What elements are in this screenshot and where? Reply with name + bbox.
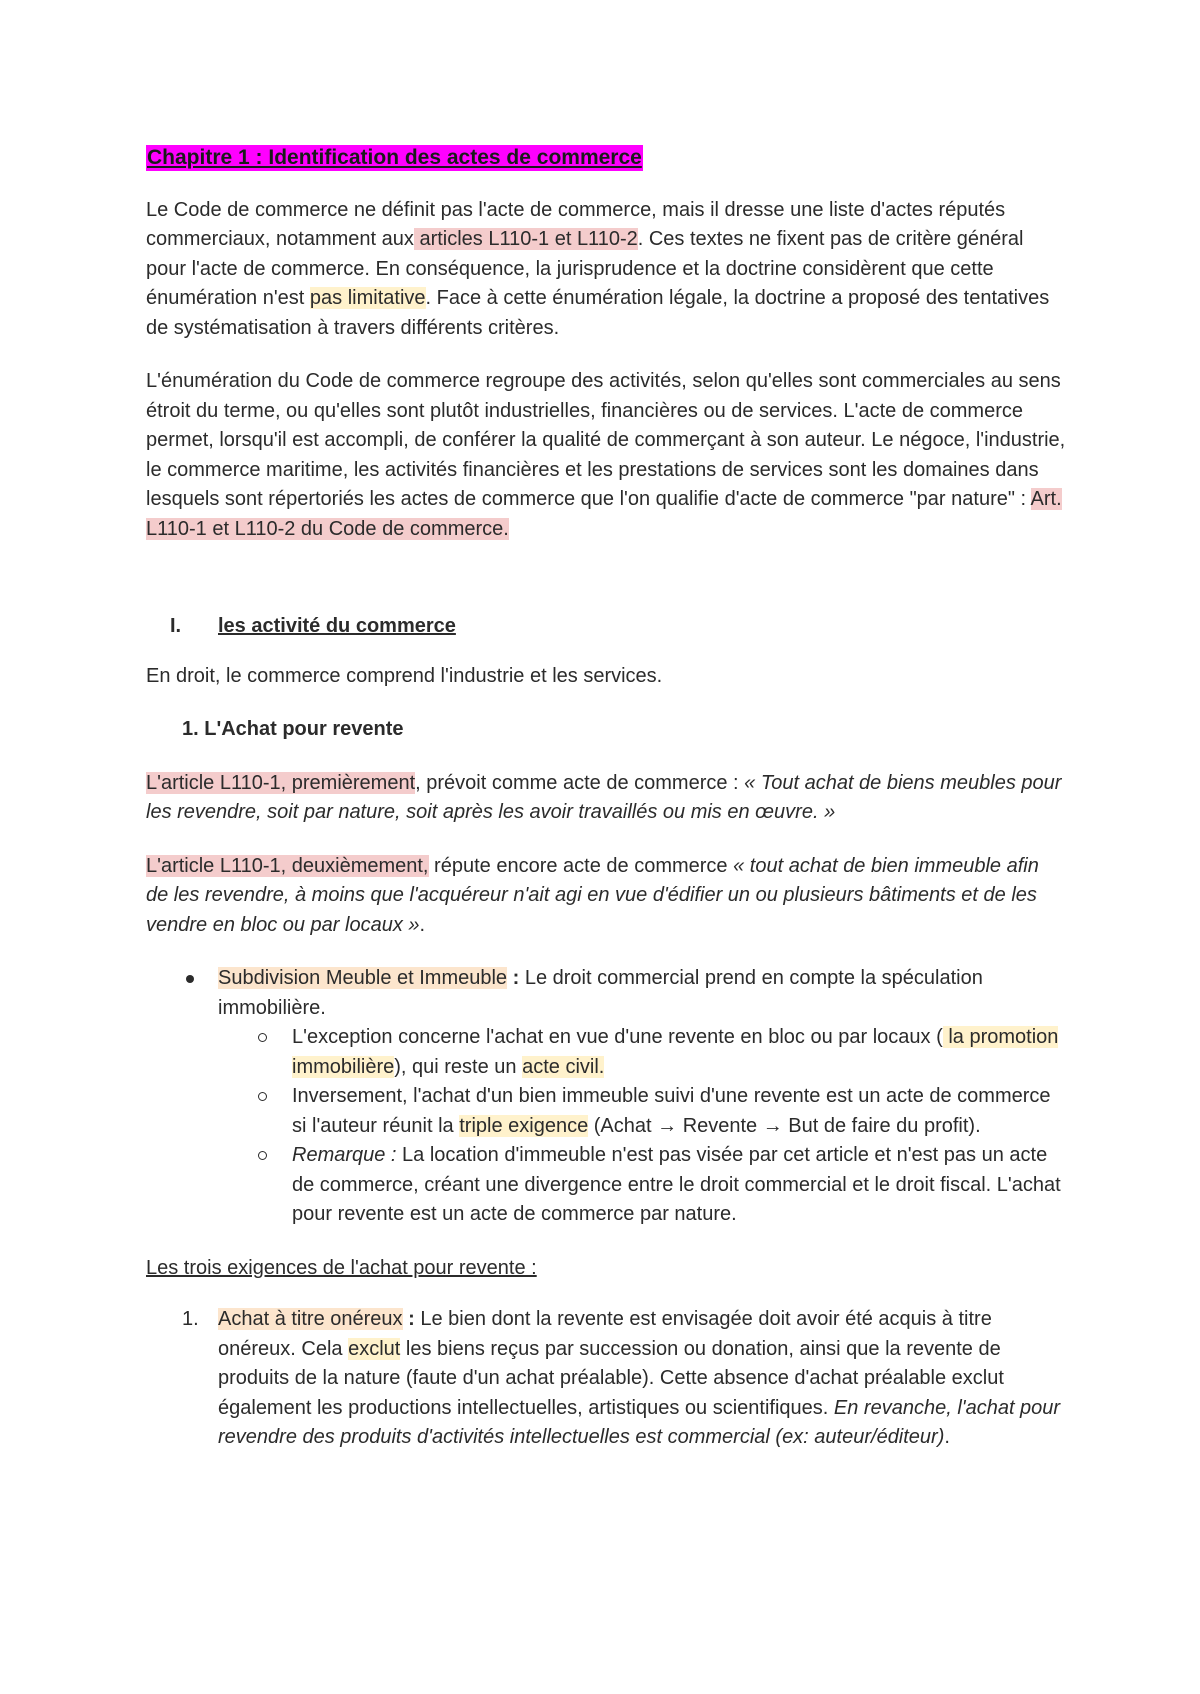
text: Le droit commercial prend en compte la spéculation immobilière.: [218, 967, 983, 1019]
droit-paragraph: En droit, le commerce comprend l'industrie et les services.: [146, 664, 663, 687]
text: En revanche, l'achat pour revendre des produits d'activités intellectuelles est commercial (ex: auteur/éditeur): [218, 1396, 1061, 1448]
text: Inversement, l'achat d'un bien immeuble suivi d'une revente est un acte de commerce si l'auteur réunit la: [292, 1085, 1051, 1137]
intro-paragraph: [146, 196, 1066, 344]
article-premierement: [146, 769, 1066, 828]
text: . Ces textes ne fixent pas de critère général pour l'acte de commerce. En conséquence, la jurisprudence et la doctrine considèrent que cette énumération n'est: [146, 228, 1024, 309]
text: Le bien dont la revente est envisagée doit avoir été acquis à titre onéreux. Cela: [218, 1308, 992, 1360]
list-item: [146, 1082, 1066, 1141]
highlight-article: L'article L110-1, premièrement: [146, 771, 416, 794]
highlight: Achat à titre onéreux: [218, 1308, 403, 1330]
text: . Face à cette énumération légale, la doctrine a proposé des tentatives de systématisation à travers différents critères.: [146, 287, 1050, 339]
section-title: les activité du commerce: [218, 615, 456, 637]
text: , prévoit comme acte de commerce :: [415, 771, 745, 794]
text: Remarque :: [292, 1144, 397, 1166]
text: répute encore acte de commerce: [428, 854, 734, 877]
text: La location d'immeuble n'est pas visée par cet article et n'est pas un acte de commerce, créant une divergence entre le droit commercial et le droit fiscal. L'achat pour revente est un acte de commerce par nature.: [292, 1144, 1061, 1225]
text: .: [944, 1426, 950, 1448]
list-item: [146, 1023, 1066, 1082]
text: :: [507, 967, 520, 989]
text: .: [419, 913, 426, 936]
bullet-list: [146, 964, 1066, 1230]
highlight: exclut: [348, 1337, 401, 1360]
text: ), qui reste un: [394, 1055, 523, 1078]
enumeration-paragraph: [146, 367, 1066, 544]
exigences-heading: Les trois exigences de l'achat pour revente :: [146, 1256, 537, 1279]
chapter-title: Chapitre 1 : Identification des actes de commerce: [147, 146, 642, 169]
text: :: [402, 1308, 415, 1330]
highlight-art-reference: Art. L110-1 et L110-2 du Code de commerce.: [146, 488, 1062, 540]
text: L'énumération du Code de commerce regroupe des activités, selon qu'elles sont commerciales au sens étroit du terme, ou qu'elles sont plutôt industrielles, financières ou de services. L'acte de commerce permet, lorsqu'il est accompli, de conférer la qualité de commerçant à son auteur. Le négoce, l'industrie, le commerce maritime, les activités financières et les prestations de services sont les domaines dans lesquels sont répertoriés les actes de commerce que l'on qualifie d'acte de commerce "par nature" :: [146, 370, 1066, 510]
quote: « Tout achat de biens meubles pour les revendre, soit par nature, soit après les avoir travaillés ou mis en œuvre. »: [146, 771, 1062, 823]
highlight-articles: articles L110-1 et L110-2: [413, 228, 638, 250]
highlight-article: L'article L110-1, deuxièmement,: [146, 854, 429, 877]
subheading-achat: 1. L'Achat pour revente: [182, 718, 404, 740]
section-heading: [146, 612, 1066, 642]
list-number: 1.: [182, 1308, 199, 1330]
document-page: [146, 144, 1066, 1473]
quote: « tout achat de bien immeuble afin de les revendre, à moins que l'acquéreur n'ait agi en vue d'édifier un ou plusieurs bâtiments et de les vendre en bloc ou par locaux »: [146, 854, 1039, 936]
section-number: I.: [170, 615, 182, 637]
sub-list: [218, 1023, 1066, 1230]
chapter-title-line: [146, 144, 1066, 174]
list-item: [146, 1305, 1066, 1453]
highlight-subdivision: Subdivision Meuble et Immeuble: [218, 967, 508, 989]
highlight: triple exigence: [459, 1114, 589, 1137]
highlight: acte civil.: [522, 1055, 605, 1078]
article-deuxiemement: [146, 852, 1066, 941]
text: les biens reçus par succession ou donation, ainsi que la revente de produits de la nature (faute d'un achat préalable). Cette absence d'achat préalable exclut également les productions intellectuelles, artistiques ou scientifiques.: [218, 1337, 1004, 1419]
list-item: [146, 964, 1066, 1230]
numbered-list: [146, 1305, 1066, 1453]
highlight-pas-limitative: pas limitative: [309, 287, 426, 309]
text: Le Code de commerce ne définit pas l'acte de commerce, mais il dresse une liste d'actes réputés commerciaux, notamment aux: [146, 198, 1006, 250]
highlight: la promotion immobilière: [292, 1026, 1059, 1078]
list-item: [146, 1141, 1066, 1230]
text: L'exception concerne l'achat en vue d'une revente en bloc ou par locaux (: [292, 1026, 943, 1048]
text: (Achat → Revente → But de faire du profit).: [588, 1114, 981, 1137]
